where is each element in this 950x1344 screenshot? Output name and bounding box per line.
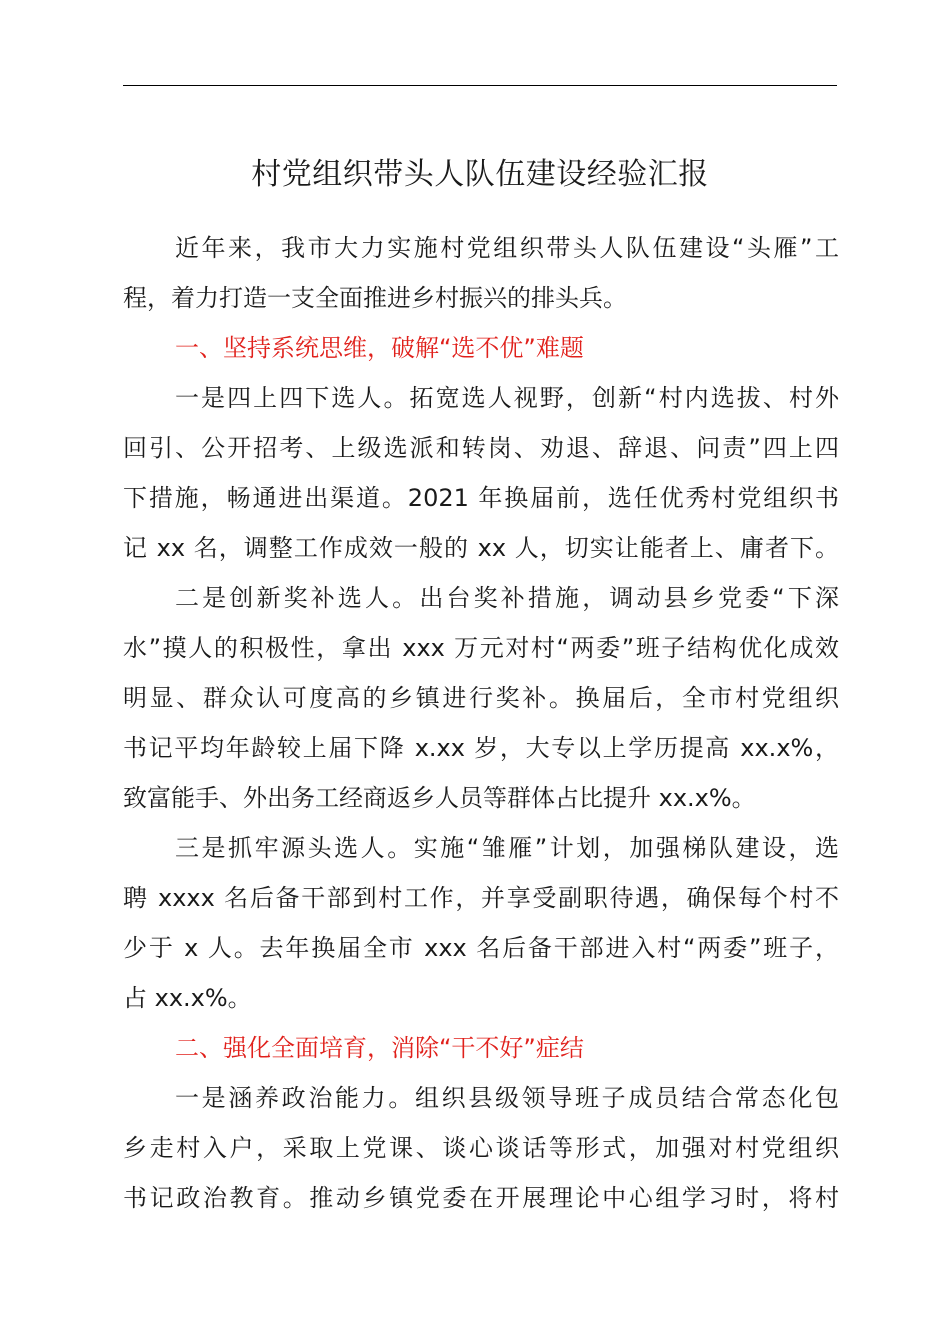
paragraph-line: 三是抓牢源头选人。实施“雏雁”计划，加强梯队建设，选	[175, 834, 839, 862]
paragraph-line: 程，着力打造一支全面推进乡村振兴的排头兵。	[123, 284, 627, 312]
section-heading-2: 二、强化全面培育，消除“干不好”症结	[175, 1034, 584, 1062]
paragraph-line: 聘 xxxx 名后备干部到村工作，并享受副职待遇，确保每个村不	[123, 884, 839, 912]
paragraph-line: 书记平均年龄较上届下降 x.xx 岁，大专以上学历提高 xx.x%，	[123, 734, 839, 762]
paragraph-line: 二是创新奖补选人。出台奖补措施，调动县乡党委“下深	[175, 584, 839, 612]
section-heading-1: 一、坚持系统思维，破解“选不优”难题	[175, 334, 584, 362]
paragraph-line: 回引、公开招考、上级选派和转岗、劝退、辞退、问责”四上四	[123, 434, 839, 462]
paragraph-line: 一是四上四下选人。拓宽选人视野，创新“村内选拔、村外	[175, 384, 839, 412]
paragraph-line: 近年来，我市大力实施村党组织带头人队伍建设“头雁”工	[175, 234, 839, 262]
paragraph-line: 乡走村入户，采取上党课、谈心谈话等形式，加强对村党组织	[123, 1134, 839, 1162]
document-body	[123, 223, 839, 1223]
paragraph-line: 下措施，畅通进出渠道。2021 年换届前，选任优秀村党组织书	[123, 484, 839, 512]
paragraph-line: 致富能手、外出务工经商返乡人员等群体占比提升 xx.x%。	[123, 784, 756, 812]
paragraph-line: 记 xx 名，调整工作成效一般的 xx 人，切实让能者上、庸者下。	[123, 534, 839, 562]
header-rule	[123, 85, 837, 86]
paragraph-line: 占 xx.x%。	[123, 984, 252, 1012]
paragraph-line: 一是涵养政治能力。组织县级领导班子成员结合常态化包	[175, 1084, 839, 1112]
paragraph-line: 少于 x 人。去年换届全市 xxx 名后备干部进入村“两委”班子，	[123, 934, 839, 962]
document-title: 村党组织带头人队伍建设经验汇报	[251, 157, 709, 192]
paragraph-line: 水”摸人的积极性，拿出 xxx 万元对村“两委”班子结构优化成效	[123, 634, 839, 662]
paragraph-line: 书记政治教育。推动乡镇党委在开展理论中心组学习时，将村	[123, 1184, 839, 1212]
paragraph-line: 明显、群众认可度高的乡镇进行奖补。换届后，全市村党组织	[123, 684, 839, 712]
